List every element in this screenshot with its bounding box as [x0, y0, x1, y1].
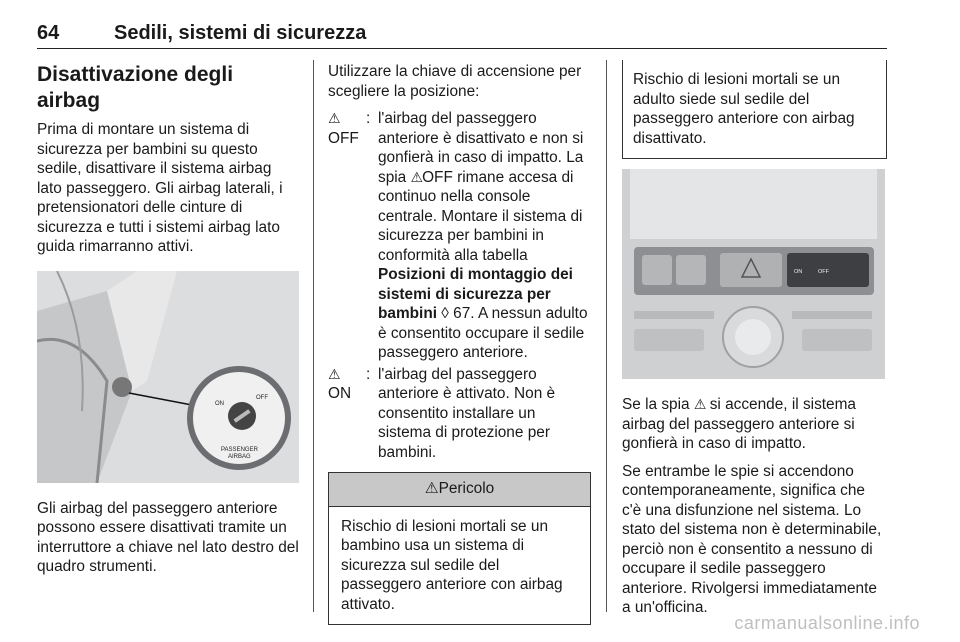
term-on: ON: [328, 385, 352, 402]
intro-paragraph: Prima di montare un sistema di sicurezza per bambini su questo sedile, disattivare il sistema airbag lato passeggero. Gli airbag laterali, i pretensionatori delle cinture di sicurezza e tutti i sistemi airbag lato guida rimarranno attivi.: [37, 121, 283, 255]
airbag-off-icon: ⚠: [410, 168, 423, 185]
definition-off-text-cont: OFF rimane accesa di continuo nella console centrale. Montare il sistema di sicurezza per bambini in conformità alla tabella: [378, 168, 583, 264]
danger-icon: ⚠: [424, 480, 439, 497]
page-header: [37, 14, 887, 49]
table-reference[interactable]: Posizioni di montaggio dei sistemi di sicurezza per bambini: [378, 266, 573, 322]
column-right: [622, 62, 887, 626]
column-left: [37, 62, 299, 585]
danger-text: Rischio di lesioni mortali se un bambino usa un sistema di sicurezza sul sedile del passeggero anteriore con airbag attivato.: [341, 517, 563, 613]
console-off-label: OFF: [818, 269, 829, 275]
definition-off: ⚠ OFF : l'airbag del passeggero anteriore è disattivato e non si gonfierà in caso di impatto. La spia ⚠OFF rimane accesa di continuo nella console centrale. Montare il sistema di sicurezza per bambini in conformità alla tabella Posizioni di montaggio dei sistemi di sicurezza per bambini ◊ 67. A nessun adulto è consentito occupare il sedile passeggero anteriore.: [328, 110, 588, 361]
column-middle: [328, 62, 591, 625]
term-off: OFF: [328, 129, 359, 147]
malfunction-paragraph: Se entrambe le spie si accendono contemporaneamente, significa che c'è una disfunzione nel sistema. Lo stato del sistema non è determinabile, perciò non è consentito a nessuno di occupare il sedile passeggero anteriore. Rivolgersi immediatamente a un'officina.: [622, 462, 882, 616]
danger-box: [328, 472, 591, 625]
section-heading: Disattivazione degli airbag: [37, 63, 234, 112]
page-number: 64: [37, 22, 60, 44]
airbag-on-icon: ⚠: [693, 396, 706, 412]
key-switch-illustration: [37, 271, 299, 483]
figure-caption: Gli airbag del passeggero anteriore possono essere disattivati tramite un interruttore a chiave nel lato destro del quadro strumenti.: [37, 499, 299, 575]
definition-off-text: l'airbag del passeggero anteriore è disattivato e non si gonfierà in caso di impatto. La spia: [378, 110, 584, 186]
position-intro: Utilizzare la chiave di accensione per scegliere la posizione:: [328, 63, 582, 100]
switch-label-line2: AIRBAG: [228, 453, 251, 460]
page-reference: ◊ 67. A nessun adulto è consentito occupare il sedile passeggero anteriore.: [378, 305, 588, 361]
definition-on-text: l'airbag del passeggero anteriore è attivato. Non è consentito installare un sistema di protezione per bambini.: [378, 365, 556, 461]
switch-label-line1: PASSENGER: [221, 446, 258, 453]
switch-off-label: OFF: [256, 394, 268, 401]
danger-title: Pericolo: [438, 480, 495, 497]
airbag-key-switch-figure: [37, 271, 299, 483]
watermark: carmanualsonline.info: [734, 613, 920, 633]
column-divider: [313, 60, 314, 612]
center-console-figure: [622, 169, 885, 379]
console-illustration: [622, 169, 885, 379]
switch-on-label: ON: [215, 400, 224, 407]
definition-on: ⚠ ON : l'airbag del passeggero anteriore è attivato. Non è consentito installare un sistema di protezione per bambini.: [328, 365, 591, 463]
column-divider: [606, 60, 607, 612]
position-definitions: [328, 109, 591, 462]
airbag-off-icon: ⚠: [328, 110, 340, 126]
section-title: Sedili, sistemi di sicurezza: [114, 22, 367, 44]
warning-continuation-box: [622, 60, 887, 159]
warning-continuation-text: Rischio di lesioni mortali se un adulto siede sul sedile del passeggero anteriore con airbag disattivato.: [633, 71, 855, 147]
console-on-label: ON: [794, 269, 803, 275]
lamp-on-paragraph: Se la spia ⚠ si accende, il sistema airbag del passeggero anteriore si gonfierà in caso di impatto.: [622, 396, 856, 452]
airbag-on-icon: ⚠: [328, 365, 340, 382]
